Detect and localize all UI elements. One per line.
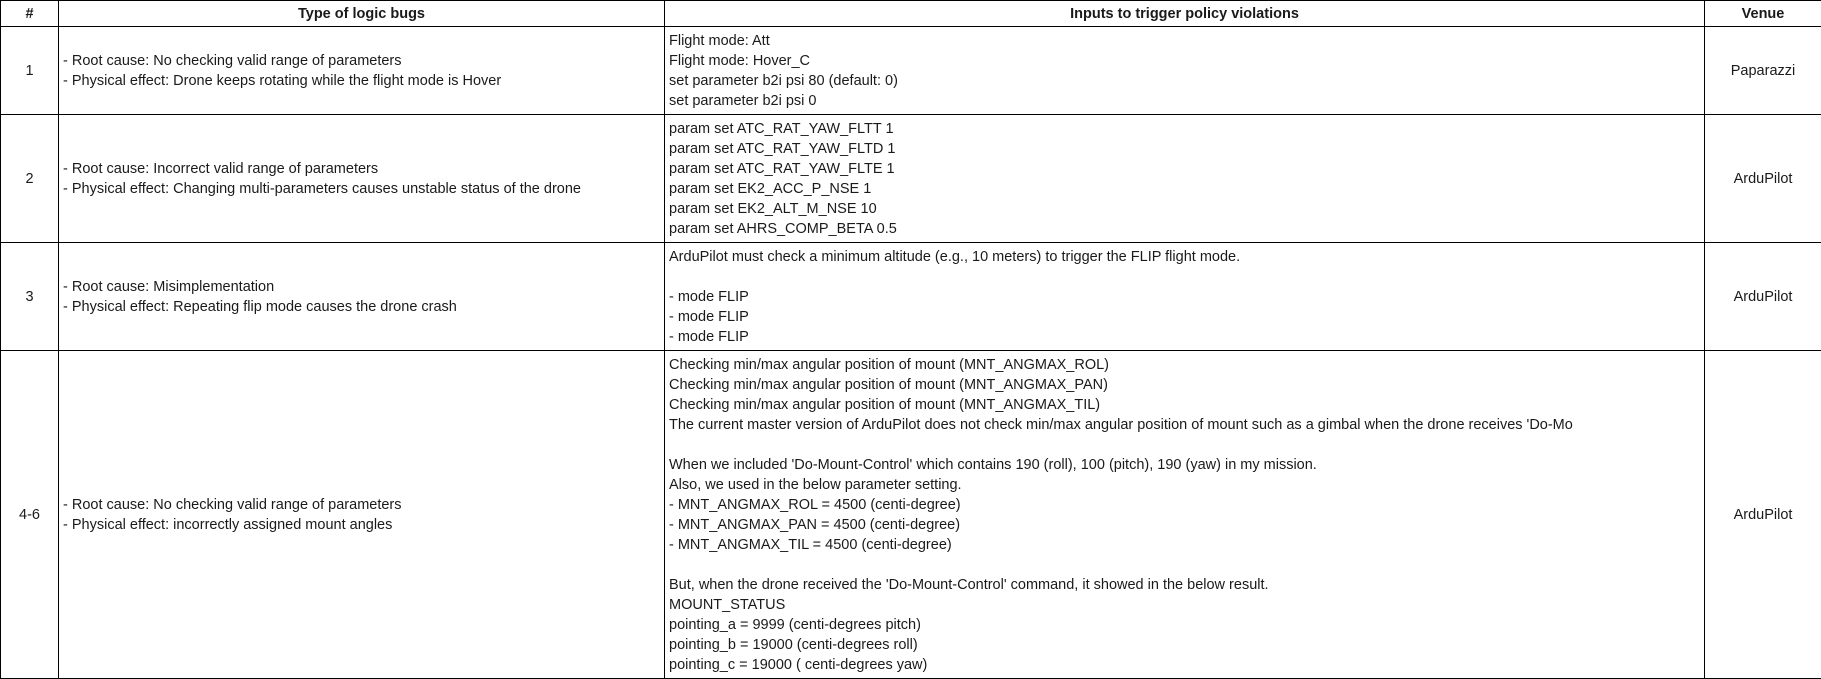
input-line: Checking min/max angular position of mount (MNT_ANGMAX_PAN) — [669, 375, 1700, 395]
input-line: pointing_a = 9999 (centi-degrees pitch) — [669, 615, 1700, 635]
venue-cell: ArduPilot — [1705, 115, 1821, 243]
header-venue: Venue — [1705, 1, 1821, 27]
input-line: pointing_b = 19000 (centi-degrees roll) — [669, 635, 1700, 655]
input-line: param set ATC_RAT_YAW_FLTE 1 — [669, 159, 1700, 179]
header-inputs: Inputs to trigger policy violations — [665, 1, 1705, 27]
physical-effect-text: - Physical effect: Drone keeps rotating while the flight mode is Hover — [63, 71, 660, 91]
table-header — [1, 1, 1821, 27]
input-line: MOUNT_STATUS — [669, 595, 1700, 615]
table-body — [1, 27, 1821, 679]
input-line: ArduPilot must check a minimum altitude (e.g., 10 meters) to trigger the FLIP flight mode. — [669, 247, 1700, 267]
venue-cell: ArduPilot — [1705, 351, 1821, 679]
input-line: - mode FLIP — [669, 287, 1700, 307]
input-line: Flight mode: Hover_C — [669, 51, 1700, 71]
input-line: Checking min/max angular position of mount (MNT_ANGMAX_ROL) — [669, 355, 1700, 375]
table-row — [1, 115, 1821, 243]
root-cause-text: - Root cause: Misimplementation — [63, 277, 660, 297]
input-line: param set EK2_ACC_P_NSE 1 — [669, 179, 1700, 199]
input-line: param set ATC_RAT_YAW_FLTT 1 — [669, 119, 1700, 139]
venue-cell: ArduPilot — [1705, 243, 1821, 351]
bug-type-cell — [59, 351, 665, 679]
header-num: # — [1, 1, 59, 27]
table-row — [1, 243, 1821, 351]
inputs-cell — [665, 27, 1705, 115]
input-line: param set EK2_ALT_M_NSE 10 — [669, 199, 1700, 219]
input-line: param set ATC_RAT_YAW_FLTD 1 — [669, 139, 1700, 159]
input-line: - MNT_ANGMAX_TIL = 4500 (centi-degree) — [669, 535, 1700, 555]
input-line: Flight mode: Att — [669, 31, 1700, 51]
input-line: - mode FLIP — [669, 327, 1700, 347]
input-line: - mode FLIP — [669, 307, 1700, 327]
input-blank-line — [669, 555, 1700, 575]
inputs-cell — [665, 351, 1705, 679]
table-row — [1, 27, 1821, 115]
venue-cell: Paparazzi — [1705, 27, 1821, 115]
input-line: set parameter b2i psi 0 — [669, 91, 1700, 111]
input-line: set parameter b2i psi 80 (default: 0) — [669, 71, 1700, 91]
header-bug-type: Type of logic bugs — [59, 1, 665, 27]
root-cause-text: - Root cause: No checking valid range of parameters — [63, 51, 660, 71]
table-row — [1, 351, 1821, 679]
inputs-cell — [665, 243, 1705, 351]
input-line: But, when the drone received the 'Do-Mount-Control' command, it showed in the below result. — [669, 575, 1700, 595]
physical-effect-text: - Physical effect: incorrectly assigned mount angles — [63, 515, 660, 535]
row-num: 3 — [1, 243, 59, 351]
input-line: Also, we used in the below parameter setting. — [669, 475, 1700, 495]
input-line: The current master version of ArduPilot does not check min/max angular position of mount such as a gimbal when the drone receives 'Do-Mo — [669, 415, 1700, 435]
input-blank-line — [669, 435, 1700, 455]
bug-type-cell — [59, 27, 665, 115]
root-cause-text: - Root cause: Incorrect valid range of parameters — [63, 159, 660, 179]
input-line: - MNT_ANGMAX_ROL = 4500 (centi-degree) — [669, 495, 1700, 515]
bug-type-cell — [59, 115, 665, 243]
bug-type-cell — [59, 243, 665, 351]
input-line: pointing_c = 19000 ( centi-degrees yaw) — [669, 655, 1700, 675]
header-row — [1, 1, 1821, 27]
input-blank-line — [669, 267, 1700, 287]
input-line: Checking min/max angular position of mount (MNT_ANGMAX_TIL) — [669, 395, 1700, 415]
physical-effect-text: - Physical effect: Repeating flip mode causes the drone crash — [63, 297, 660, 317]
physical-effect-text: - Physical effect: Changing multi-parameters causes unstable status of the drone — [63, 179, 660, 199]
inputs-cell — [665, 115, 1705, 243]
row-num: 2 — [1, 115, 59, 243]
root-cause-text: - Root cause: No checking valid range of parameters — [63, 495, 660, 515]
input-line: param set AHRS_COMP_BETA 0.5 — [669, 219, 1700, 239]
row-num: 4-6 — [1, 351, 59, 679]
input-line: When we included 'Do-Mount-Control' which contains 190 (roll), 100 (pitch), 190 (yaw) in my mission. — [669, 455, 1700, 475]
row-num: 1 — [1, 27, 59, 115]
input-line: - MNT_ANGMAX_PAN = 4500 (centi-degree) — [669, 515, 1700, 535]
